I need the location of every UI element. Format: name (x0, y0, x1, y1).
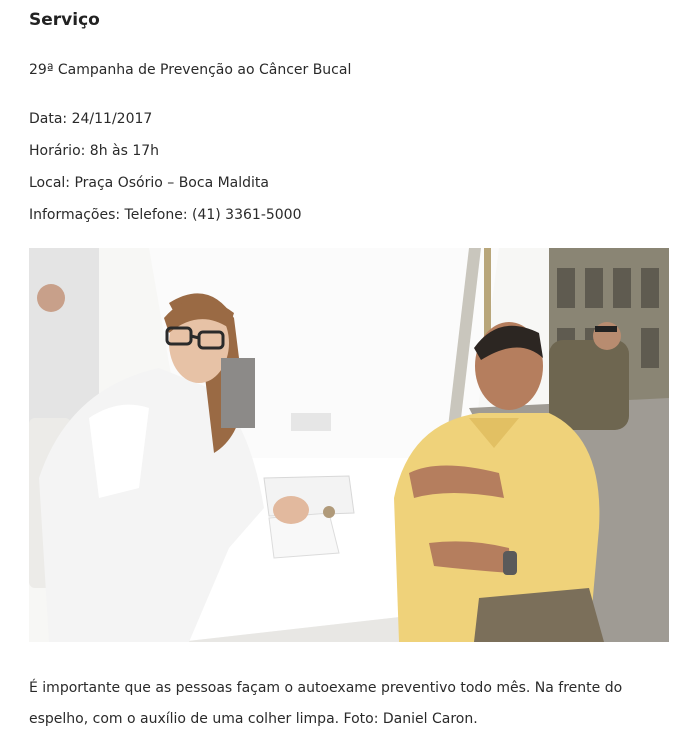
event-name: 29ª Campanha de Prevenção ao Câncer Bucal (29, 62, 352, 78)
event-info: Informações: Telefone: (41) 3361-5000 (29, 207, 302, 223)
event-photo (29, 248, 669, 642)
section-title: Serviço (29, 10, 100, 30)
event-date: Data: 24/11/2017 (29, 111, 153, 127)
event-hours: Horário: 8h às 17h (29, 143, 160, 159)
event-location: Local: Praça Osório – Boca Maldita (29, 175, 269, 191)
photo-caption: É importante que as pessoas façam o autoexame preventivo todo mês. Na frente do espelho, com o auxílio de uma colher limpa. Foto: Daniel Caron. (29, 680, 623, 727)
